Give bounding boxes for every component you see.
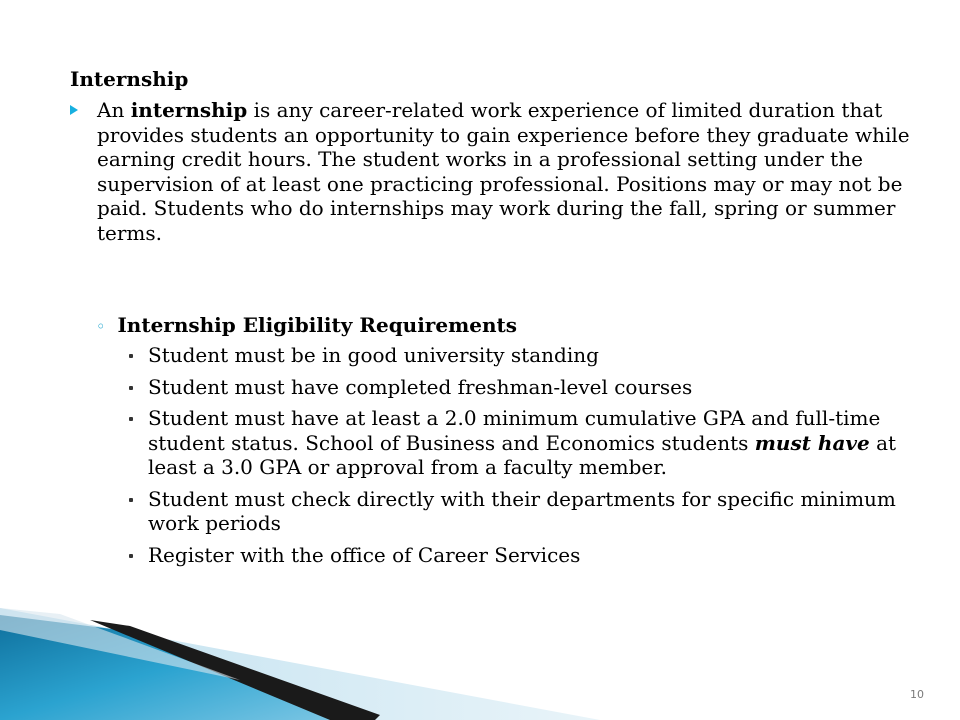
requirements-title: Internship Eligibility Requirements bbox=[117, 313, 517, 337]
list-item bbox=[128, 406, 918, 480]
page-number: 10 bbox=[910, 688, 924, 701]
dot-bullet-icon bbox=[129, 386, 133, 390]
list-item-text-after: at least a 3.0 GPA or approval from a faculty member. bbox=[148, 430, 897, 479]
intro-body: is any career-related work experience of limited duration that provides students an opportunity to gain experience before they graduate while earning credit hours. The student works in a professional setting under the supervision of at least one practicing professional. Positions may or may not be paid. Students who do internships may work during the fall, spring or summer terms. bbox=[97, 98, 910, 245]
requirements-heading bbox=[96, 312, 517, 340]
intro-paragraph bbox=[70, 98, 920, 245]
dot-bullet-icon bbox=[129, 417, 133, 421]
dot-bullet-icon bbox=[129, 554, 133, 558]
arrow-bullet-icon bbox=[70, 105, 78, 115]
list-item-text: Student must have completed freshman-level courses bbox=[148, 374, 693, 399]
list-item-text: Student must be in good university standing bbox=[148, 343, 599, 367]
dot-bullet-icon bbox=[129, 354, 133, 358]
list-item-emphasis: must have bbox=[754, 430, 870, 455]
list-item bbox=[128, 375, 918, 400]
ring-bullet-icon: ◦ bbox=[96, 317, 106, 336]
slide-heading: Internship bbox=[70, 67, 189, 91]
list-item-text: Student must check directly with their departments for specific minimum work periods bbox=[148, 486, 896, 535]
list-item bbox=[128, 487, 918, 536]
corner-decoration bbox=[0, 590, 960, 720]
list-item bbox=[128, 343, 918, 368]
intro-prefix: An bbox=[97, 98, 131, 122]
intro-emphasis: internship bbox=[130, 98, 248, 122]
list-item-text: Student must have at least a 2.0 minimum cumulative GPA and full-time student status. School of Business and Economics students bbox=[148, 406, 881, 455]
dot-bullet-icon bbox=[129, 498, 133, 502]
list-item-text: Register with the office of Career Services bbox=[148, 542, 581, 567]
list-item bbox=[128, 543, 918, 568]
requirements-list bbox=[128, 343, 918, 574]
